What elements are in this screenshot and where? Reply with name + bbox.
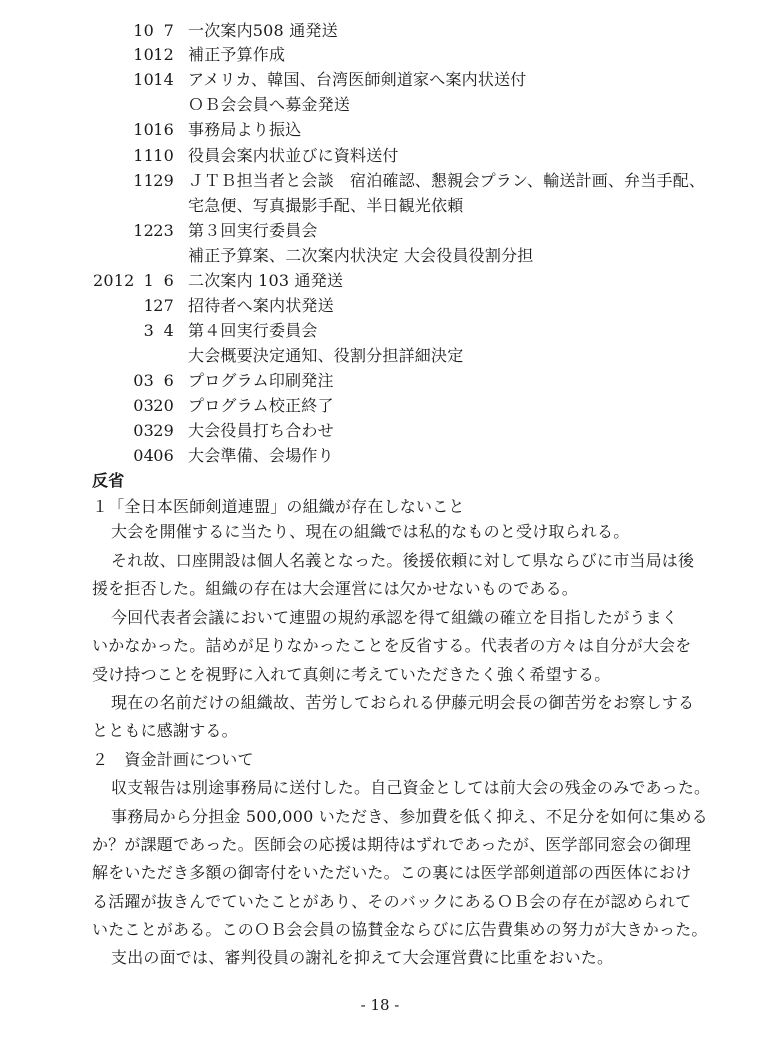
section1-line: 受け持つことを視野に入れて真剣に考えていただきたく強く希望する。	[92, 665, 611, 684]
page-number: - 18 -	[360, 996, 400, 1014]
section1-line: 大会を開催するに当たり、現在の組織では私的なものと受け取られる。	[111, 522, 630, 541]
section2-line: いたことがある。このＯＢ会会員の協賛金ならびに広告費集めの努力が大きかった。	[92, 920, 708, 939]
section2-line: 収支報告は別途事務局に送付した。自己資金としては前大会の残金のみであった。	[111, 778, 711, 797]
section2-line: 支出の面では、審判役員の謝礼を抑えて大会運営費に比重をおいた。	[111, 948, 614, 967]
section2-line: る活躍が抜きんでていたことがあり、そのバックにあるＯＢ会の存在が認められて	[92, 892, 692, 911]
section2-line: か？が課題であった。医師会の応援は期待はずれであったが、医学部同窓会の御理	[92, 835, 692, 854]
section2-title: ２ 資金計画について	[92, 750, 254, 769]
section1-title: １「全日本医師剣道連盟」の組織が存在しないこと	[92, 497, 465, 516]
section1-line: それ故、口座開設は個人名義となった。後援依頼に対して県ならびに市当局は後	[111, 551, 695, 570]
section1-line: いかなかった。詰めが足りなかったことを反省する。代表者の方々は自分が大会を	[92, 636, 692, 655]
section2-line: 事務局から分担金 500,000 いただき、参加費を低く抑え、不足分を如何に集める	[111, 807, 708, 826]
section1-line: 現在の名前だけの組織故、苦労しておられる伊藤元明会長の御苦労をお察しする	[111, 693, 695, 712]
section1-line: 今回代表者会議において連盟の規約承認を得て組織の確立を目指したがうまく	[111, 608, 679, 627]
section1-line: 援を拒否した。組織の存在は大会運営には欠かせないものである。	[92, 579, 579, 598]
section1-line: とともに感謝する。	[92, 721, 238, 740]
section2-line: 解をいただき多額の御寄付をいただいた。この裏には医学部剣道部の西医体におけ	[92, 863, 692, 882]
section-heading: 反省	[92, 471, 125, 490]
